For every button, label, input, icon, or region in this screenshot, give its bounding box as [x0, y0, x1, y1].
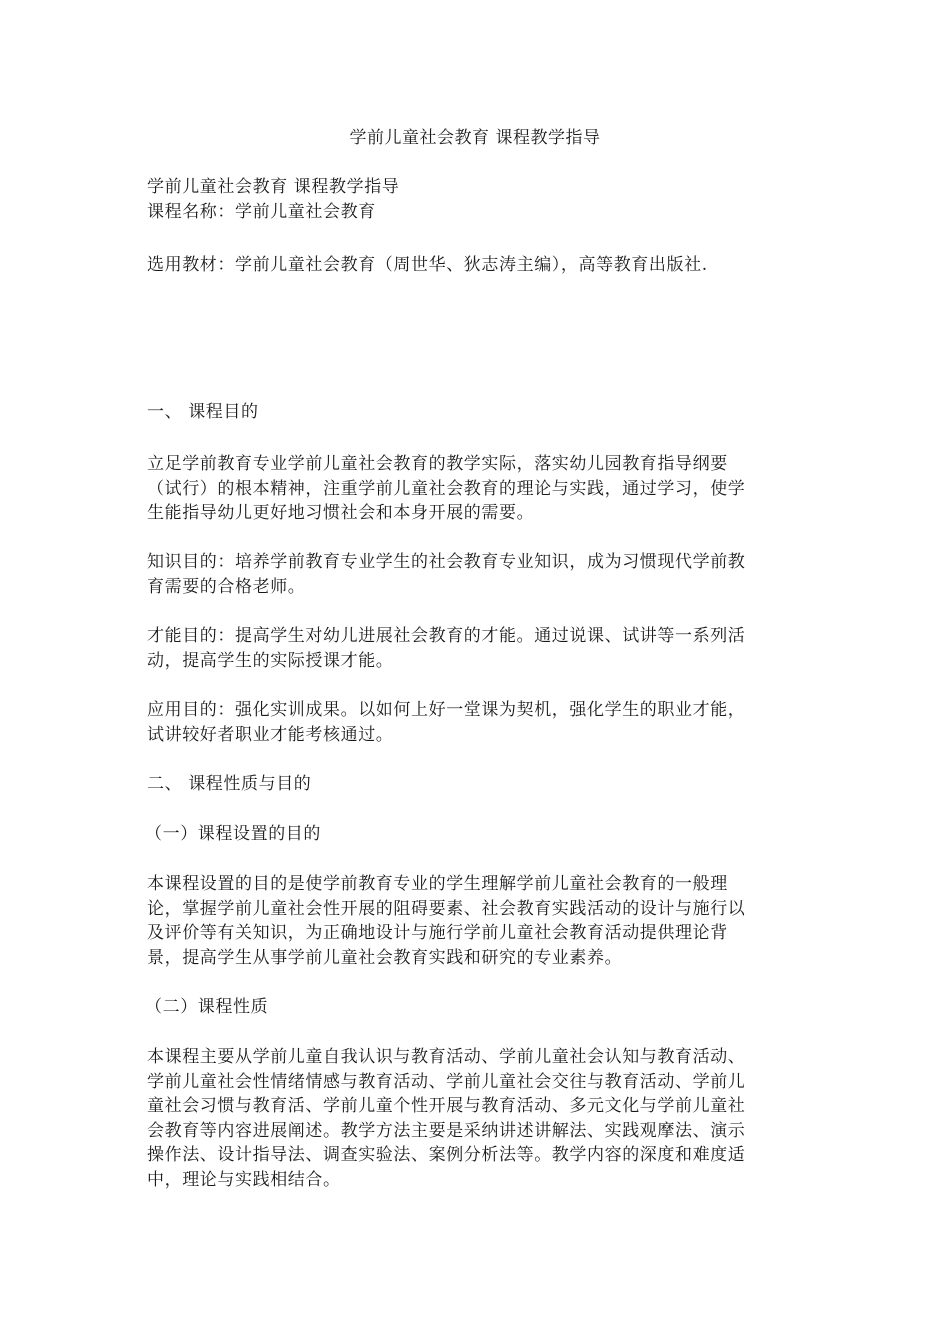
textbook-info — [147, 253, 802, 278]
paragraph-line: 会教育等内容进展阐述。教学方法主要是采纳讲述讲解法、实践观摩法、演示 — [147, 1120, 746, 1141]
paragraph-line: 动，提高学生的实际授课才能。 — [147, 650, 394, 671]
paragraph-line: 学前儿童社会性情绪情感与教育活动、学前儿童社会交往与教育活动、学前儿 — [147, 1071, 746, 1092]
subsection2-heading: （二）课程性质 — [145, 997, 269, 1017]
paragraph-line: 生能指导幼儿更好地习惯社会和本身开展的需要。 — [147, 503, 535, 523]
paragraph-line: （试行）的根本精神，注重学前儿童社会教育的理论与实践，通过学习，使学 — [147, 478, 746, 499]
ability-objective — [147, 624, 802, 673]
section1-heading: 一、 课程目的 — [147, 402, 259, 422]
section1-paragraph — [147, 452, 802, 526]
paragraph-line: 知识目的：培养学前教育专业学生的社会教育专业知识，成为习惯现代学前教 — [147, 552, 746, 572]
paragraph-line: 论，掌握学前儿童社会性开展的阻碍要素、社会教育实践活动的设计与施行以 — [147, 898, 746, 919]
paragraph-line: 及评价等有关知识，为正确地设计与施行学前儿童社会教育活动提供理论背 — [147, 923, 728, 943]
paragraph-line: 立足学前教育专业学前儿童社会教育的教学实际，落实幼儿园教育指导纲要 — [147, 454, 728, 474]
textbook-line: 选用教材：学前儿童社会教育（周世华、狄志涛主编），高等教育出版社. — [147, 255, 708, 275]
paragraph-line: 试讲较好者职业才能考核通过。 — [147, 724, 394, 745]
paragraph-line: 才能目的：提高学生对幼儿进展社会教育的才能。通过说课、试讲等一系列活 — [147, 626, 746, 646]
subsection1-paragraph — [147, 872, 802, 970]
course-name: 课程名称：学前儿童社会教育 — [147, 201, 376, 222]
section2-heading: 二、 课程性质与目的 — [147, 774, 312, 794]
subsection2-paragraph — [147, 1045, 802, 1192]
intro-block — [147, 175, 802, 224]
paragraph-line: 应用目的：强化实训成果。以如何上好一堂课为契机，强化学生的职业才能， — [147, 700, 746, 720]
paragraph-line: 景，提高学生从事学前儿童社会教育实践和研究的专业素养。 — [147, 947, 623, 968]
paragraph-line: 操作法、设计指导法、调查实验法、案例分析法等。教学内容的深度和难度适 — [147, 1145, 746, 1165]
application-objective — [147, 698, 802, 747]
paragraph-line: 童社会习惯与教育活、学前儿童个性开展与教育活动、多元文化与学前儿童社 — [147, 1096, 746, 1116]
paragraph-line: 本课程主要从学前儿童自我认识与教育活动、学前儿童社会认知与教育活动、 — [147, 1047, 746, 1067]
subsection1-heading: （一）课程设置的目的 — [145, 824, 321, 844]
knowledge-objective — [147, 550, 802, 599]
paragraph-line: 中，理论与实践相结合。 — [147, 1169, 341, 1190]
paragraph-line: 育需要的合格老师。 — [147, 576, 306, 597]
paragraph-line: 本课程设置的目的是使学前教育专业的学生理解学前儿童社会教育的一般理 — [147, 874, 728, 894]
intro-line: 学前儿童社会教育 课程教学指导 — [147, 177, 400, 197]
document-title: 学前儿童社会教育 课程教学指导 — [349, 128, 601, 148]
